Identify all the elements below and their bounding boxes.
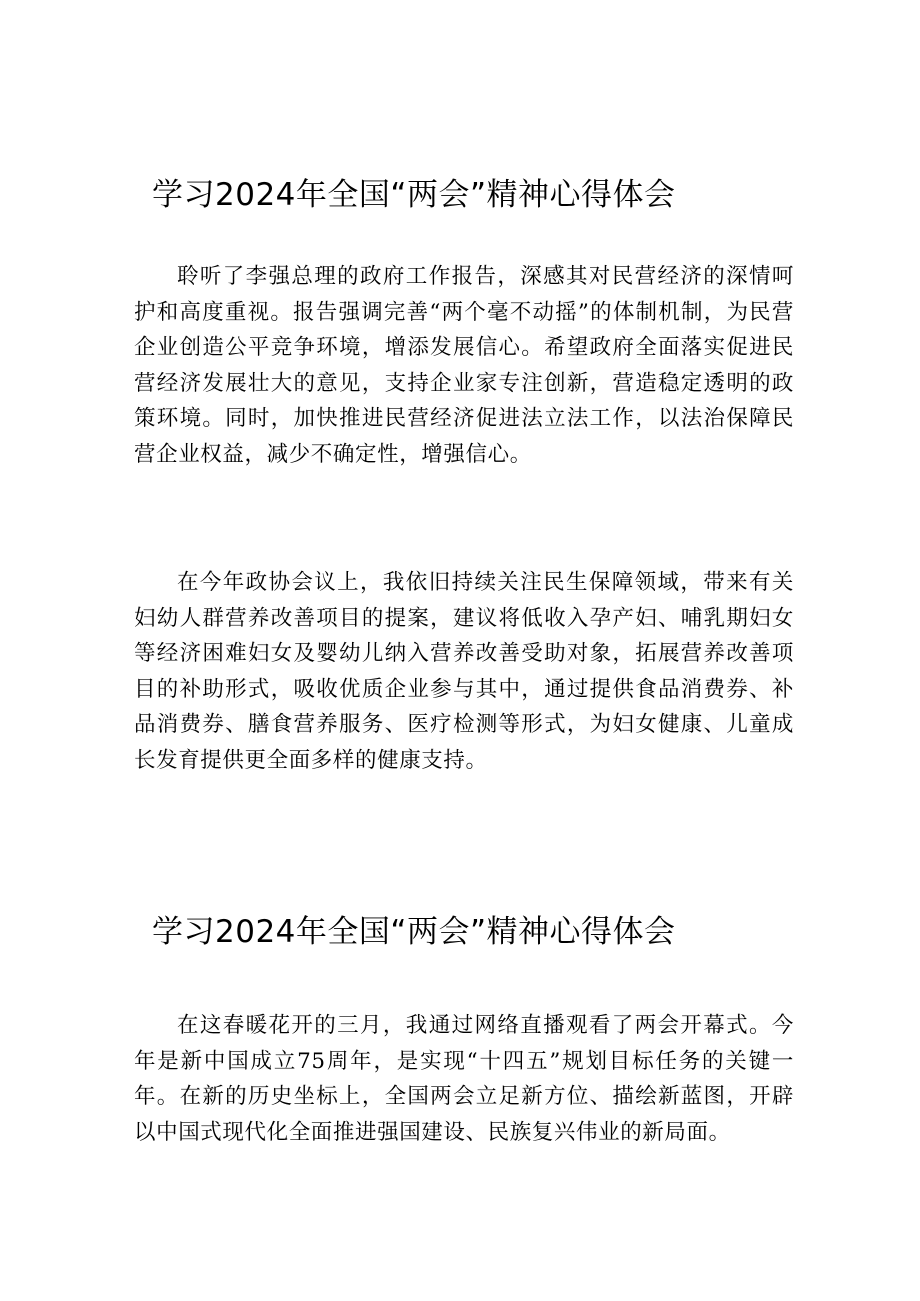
body-paragraph: 在这春暖花开的三月，我通过网络直播观看了两会开幕式。今年是新中国成立75周年，是实现“十四五”规划目标任务的关键一年。在新的历史坐标上，全国两会立足新方位、描绘新蓝图，开辟以中国式现代化全面推进强国建设、民族复兴伟业的新局面。 [134,1013,794,1145]
body-paragraph: 在今年政协会议上，我依旧持续关注民生保障领域，带来有关妇幼人群营养改善项目的提案，建议将低收入孕产妇、哺乳期妇女等经济困难妇女及婴幼儿纳入营养改善受助对象，拓展营养改善项目的补助形式，吸收优质企业参与其中，通过提供食品消费券、补品消费券、膳食营养服务、医疗检测等形式，为妇女健康、儿童成长发育提供更全面多样的健康支持。 [134,570,794,773]
body-paragraph: 聆听了李强总理的政府工作报告，深感其对民营经济的深情呵护和高度重视。报告强调完善“两个毫不动摇”的体制机制，为民营企业创造公平竞争环境，增添发展信心。希望政府全面落实促进民营经济发展壮大的意见，支持企业家专注创新，营造稳定透明的政策环境。同时，加快推进民营经济促进法立法工作，以法治保障民营企业权益，减少不确定性，增强信心。 [134,264,794,467]
section-title: 学习2024年全国“两会”精神心得体会 [152,914,676,950]
section-title: 学习2024年全国“两会”精神心得体会 [152,177,676,213]
